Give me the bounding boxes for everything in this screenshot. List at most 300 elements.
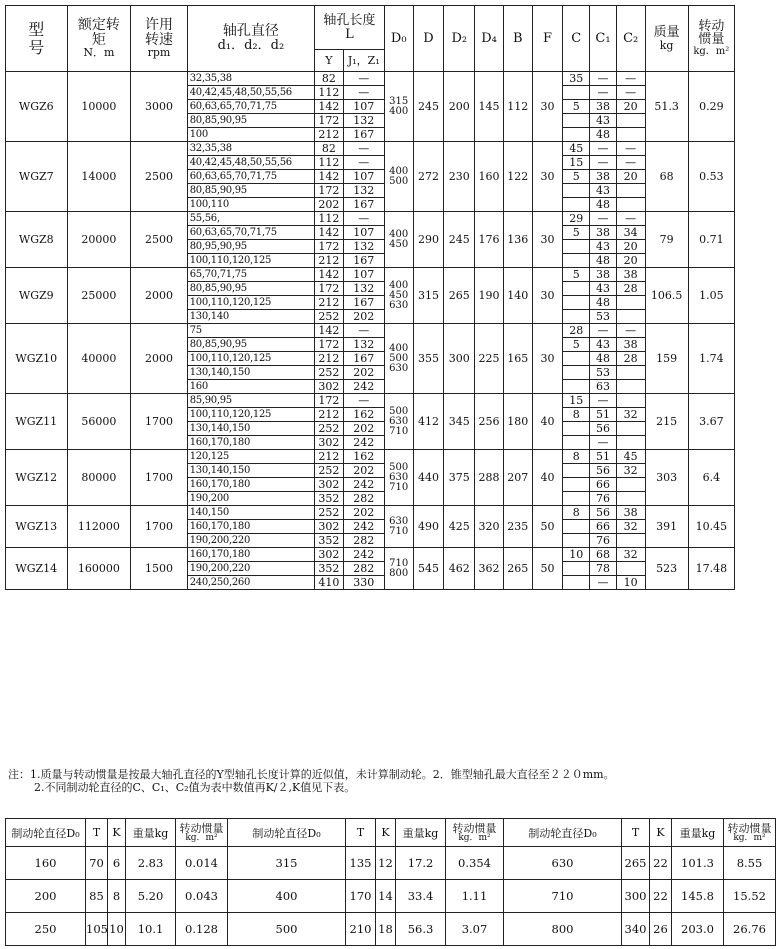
- c1-cell: 43: [590, 240, 617, 254]
- header-bore-label: 轴孔直径: [222, 23, 279, 40]
- length-j-cell: 202: [343, 506, 384, 520]
- c-cell: [563, 380, 590, 394]
- bore-cell: 80,85,90,95: [187, 184, 314, 198]
- brake-cell: 210: [346, 913, 376, 946]
- c2-cell: 45: [616, 450, 645, 464]
- c-cell: [563, 352, 590, 366]
- length-y-cell: 172: [315, 114, 344, 128]
- length-y-cell: 112: [315, 86, 344, 100]
- brake-wheel-table: [5, 818, 776, 946]
- c-cell: 8: [563, 408, 590, 422]
- brake-cell: 500: [228, 913, 346, 946]
- brake-header-label: 转动惯量: [727, 821, 772, 835]
- header-mass: [645, 6, 688, 72]
- model-cell: WGZ8: [6, 212, 68, 268]
- c-cell: [563, 86, 590, 100]
- c2-cell: [616, 380, 645, 394]
- bore-cell: 80,85,90,95: [187, 114, 314, 128]
- brake-cell: 14: [376, 880, 396, 913]
- c2-cell: —: [616, 72, 645, 86]
- c-cell: [563, 422, 590, 436]
- length-y-cell: 212: [315, 352, 344, 366]
- c2-cell: [616, 394, 645, 408]
- length-y-cell: 82: [315, 142, 344, 156]
- d0-value: 400: [389, 165, 409, 177]
- bore-cell: 55,56,: [187, 212, 314, 226]
- length-y-cell: 302: [315, 436, 344, 450]
- length-y-cell: 352: [315, 562, 344, 576]
- c2-cell: 32: [616, 548, 645, 562]
- length-j-cell: —: [343, 394, 384, 408]
- header-model: 型号: [6, 6, 68, 72]
- bore-cell: 32,35,38: [187, 142, 314, 156]
- c-cell: 5: [563, 100, 590, 114]
- header-speed: [131, 6, 187, 72]
- c-cell: [563, 240, 590, 254]
- bore-cell: 190,200,220: [187, 562, 314, 576]
- speed-cell: 2000: [131, 324, 187, 394]
- header-j: J₁，Z₁: [343, 50, 384, 72]
- c1-cell: 78: [590, 562, 617, 576]
- f-cell: 30: [532, 268, 563, 324]
- bore-cell: 130,140,150: [187, 366, 314, 380]
- inertia-cell: 3.67: [688, 394, 734, 450]
- brake-cell: 101.3: [672, 847, 724, 880]
- brake-cell: 17.2: [396, 847, 446, 880]
- brake-header-unit: kg．m²: [733, 832, 766, 843]
- length-j-cell: 162: [343, 450, 384, 464]
- speed-cell: 1500: [131, 548, 187, 590]
- length-y-cell: 142: [315, 170, 344, 184]
- header-d: D: [413, 6, 444, 72]
- d4-cell: 320: [475, 506, 504, 548]
- length-y-cell: 112: [315, 212, 344, 226]
- c-cell: [563, 534, 590, 548]
- torque-cell: 25000: [67, 268, 131, 324]
- header-y: Y: [315, 50, 344, 72]
- c-cell: 5: [563, 268, 590, 282]
- c2-cell: [616, 436, 645, 450]
- bore-cell: 40,42,45,48,50,55,56: [187, 156, 314, 170]
- length-y-cell: 212: [315, 254, 344, 268]
- bore-cell: 190,200: [187, 492, 314, 506]
- length-j-cell: 202: [343, 422, 384, 436]
- d0-value: 400: [389, 279, 409, 291]
- header-c: C: [563, 6, 590, 72]
- speed-cell: 1700: [131, 394, 187, 450]
- c-cell: [563, 310, 590, 324]
- bore-cell: 240,250,260: [187, 576, 314, 590]
- c2-cell: [616, 478, 645, 492]
- length-j-cell: 132: [343, 282, 384, 296]
- c1-cell: 48: [590, 254, 617, 268]
- c1-cell: 48: [590, 352, 617, 366]
- c-cell: 45: [563, 142, 590, 156]
- c1-cell: 48: [590, 128, 617, 142]
- table-row: [6, 548, 735, 562]
- length-y-cell: 212: [315, 128, 344, 142]
- header-d0: D₀: [384, 6, 413, 72]
- length-j-cell: 167: [343, 352, 384, 366]
- model-cell: WGZ12: [6, 450, 68, 506]
- brake-cell: 203.0: [672, 913, 724, 946]
- brake-header-cell: 制动轮直径D₀: [228, 819, 346, 847]
- brake-cell: 18: [376, 913, 396, 946]
- c1-cell: 48: [590, 198, 617, 212]
- brake-cell: 15.52: [724, 880, 776, 913]
- c1-cell: 56: [590, 422, 617, 436]
- model-cell: WGZ9: [6, 268, 68, 324]
- c2-cell: 32: [616, 408, 645, 422]
- c-cell: 5: [563, 226, 590, 240]
- d0-value: 630: [389, 299, 409, 311]
- d2-cell: 462: [444, 548, 475, 590]
- brake-cell: 315: [228, 847, 346, 880]
- d2-cell: 425: [444, 506, 475, 548]
- brake-header-unit: kg．m²: [458, 832, 491, 843]
- c1-cell: 68: [590, 548, 617, 562]
- c-cell: [563, 366, 590, 380]
- length-j-cell: 167: [343, 128, 384, 142]
- b-cell: 180: [503, 394, 532, 450]
- brake-header-cell: [724, 819, 776, 847]
- brake-cell: 8.55: [724, 847, 776, 880]
- c1-cell: 38: [590, 170, 617, 184]
- header-length-label: 轴孔长度: [323, 12, 376, 28]
- torque-cell: 56000: [67, 394, 131, 450]
- d0-cell: [384, 142, 413, 212]
- c1-cell: 38: [590, 226, 617, 240]
- d4-cell: 225: [475, 324, 504, 394]
- brake-cell: 3.07: [446, 913, 504, 946]
- header-length-sub: L: [345, 26, 354, 42]
- d0-value: 630: [389, 515, 409, 527]
- brake-cell: 12: [376, 847, 396, 880]
- brake-header-cell: [176, 819, 228, 847]
- length-j-cell: 132: [343, 240, 384, 254]
- length-j-cell: —: [343, 142, 384, 156]
- footnotes: [8, 768, 736, 794]
- speed-cell: 1700: [131, 450, 187, 506]
- c1-cell: 53: [590, 310, 617, 324]
- speed-cell: 1700: [131, 506, 187, 548]
- length-j-cell: 107: [343, 226, 384, 240]
- length-j-cell: —: [343, 212, 384, 226]
- brake-header-label: 转动惯量: [179, 821, 224, 835]
- length-j-cell: 107: [343, 170, 384, 184]
- brake-cell: 0.128: [176, 913, 228, 946]
- model-cell: WGZ13: [6, 506, 68, 548]
- brake-cell: 0.043: [176, 880, 228, 913]
- c2-cell: 38: [616, 268, 645, 282]
- d2-cell: 245: [444, 212, 475, 268]
- brake-header-cell: K: [108, 819, 126, 847]
- bore-cell: 80,95,90,95: [187, 240, 314, 254]
- c2-cell: 28: [616, 282, 645, 296]
- bore-cell: 60,63,65,70,71,75: [187, 170, 314, 184]
- brake-cell: 1.11: [446, 880, 504, 913]
- d0-value: 500: [389, 352, 409, 364]
- d0-value: 450: [389, 238, 409, 250]
- brake-cell: 0.354: [446, 847, 504, 880]
- b-cell: 140: [503, 268, 532, 324]
- brake-cell: 145.8: [672, 880, 724, 913]
- b-cell: 235: [503, 506, 532, 548]
- d-cell: 245: [413, 72, 444, 142]
- header-torque-unit: N．m: [83, 46, 115, 60]
- length-j-cell: 167: [343, 198, 384, 212]
- length-y-cell: 142: [315, 268, 344, 282]
- mass-cell: 159: [645, 324, 688, 394]
- c-cell: [563, 562, 590, 576]
- f-cell: 30: [532, 324, 563, 394]
- c1-cell: 66: [590, 520, 617, 534]
- header-d4: D₄: [475, 6, 504, 72]
- c1-cell: 38: [590, 100, 617, 114]
- brake-cell: 250: [6, 913, 86, 946]
- brake-cell: 8: [108, 880, 126, 913]
- c2-cell: —: [616, 86, 645, 100]
- length-j-cell: 202: [343, 464, 384, 478]
- f-cell: 30: [532, 72, 563, 142]
- length-j-cell: 282: [343, 492, 384, 506]
- b-cell: 112: [503, 72, 532, 142]
- model-cell: WGZ10: [6, 324, 68, 394]
- torque-cell: 14000: [67, 142, 131, 212]
- c2-cell: [616, 492, 645, 506]
- model-cell: WGZ7: [6, 142, 68, 212]
- length-y-cell: 302: [315, 548, 344, 562]
- inertia-cell: 1.05: [688, 268, 734, 324]
- header-length: [315, 6, 385, 50]
- length-y-cell: 142: [315, 100, 344, 114]
- d0-value: 500: [389, 175, 409, 187]
- length-j-cell: 167: [343, 296, 384, 310]
- brake-cell: 170: [346, 880, 376, 913]
- length-j-cell: 242: [343, 436, 384, 450]
- length-j-cell: 330: [343, 576, 384, 590]
- table-row: [6, 268, 735, 282]
- length-y-cell: 302: [315, 478, 344, 492]
- length-y-cell: 202: [315, 198, 344, 212]
- brake-cell: 300: [622, 880, 650, 913]
- c-cell: [563, 520, 590, 534]
- bore-cell: 130,140: [187, 310, 314, 324]
- c1-cell: —: [590, 156, 617, 170]
- d2-cell: 300: [444, 324, 475, 394]
- c2-cell: [616, 296, 645, 310]
- header-f: F: [532, 6, 563, 72]
- length-y-cell: 172: [315, 394, 344, 408]
- c-cell: [563, 184, 590, 198]
- d4-cell: 288: [475, 450, 504, 506]
- note-line-1: 注：1.质量与转动惯量是按最大轴孔直径的Y型轴孔长度计算的近似值，未计算制动轮。2．锥型轴孔最大直径至２２０mm。: [8, 768, 615, 781]
- table-row: [6, 324, 735, 338]
- d0-value: 630: [389, 415, 409, 427]
- d0-cell: [384, 212, 413, 268]
- d0-cell: [384, 548, 413, 590]
- c2-cell: [616, 534, 645, 548]
- length-y-cell: 302: [315, 380, 344, 394]
- table-row: [6, 212, 735, 226]
- c2-cell: 34: [616, 226, 645, 240]
- c1-cell: —: [590, 142, 617, 156]
- c-cell: [563, 282, 590, 296]
- inertia-cell: 1.74: [688, 324, 734, 394]
- bore-cell: 100: [187, 128, 314, 142]
- header-bore-sub: d₁．d₂．d₂: [217, 38, 285, 54]
- c2-cell: 28: [616, 352, 645, 366]
- brake-header-cell: 制动轮直径D₀: [6, 819, 86, 847]
- d-cell: 290: [413, 212, 444, 268]
- f-cell: 30: [532, 142, 563, 212]
- brake-cell: 33.4: [396, 880, 446, 913]
- header-speed-label: 许用转速: [144, 17, 173, 48]
- c-cell: [563, 464, 590, 478]
- d0-cell: [384, 394, 413, 450]
- f-cell: 50: [532, 548, 563, 590]
- speed-cell: 2500: [131, 212, 187, 268]
- brake-cell: 10.1: [126, 913, 176, 946]
- d0-value: 400: [389, 105, 409, 117]
- bore-cell: 60,63,65,70,71,75: [187, 100, 314, 114]
- d0-value: 450: [389, 289, 409, 301]
- brake-row: [6, 880, 776, 913]
- length-y-cell: 212: [315, 408, 344, 422]
- length-j-cell: 167: [343, 254, 384, 268]
- bore-cell: 100,110,120,125: [187, 408, 314, 422]
- d0-value: 710: [389, 525, 409, 537]
- bore-cell: 140,150: [187, 506, 314, 520]
- c2-cell: 32: [616, 464, 645, 478]
- brake-cell: 200: [6, 880, 86, 913]
- length-y-cell: 82: [315, 72, 344, 86]
- c2-cell: 20: [616, 100, 645, 114]
- bore-cell: 60,63,65,70,71,75: [187, 226, 314, 240]
- c2-cell: 20: [616, 254, 645, 268]
- d0-value: 710: [389, 557, 409, 569]
- mass-cell: 106.5: [645, 268, 688, 324]
- length-j-cell: —: [343, 324, 384, 338]
- c2-cell: [616, 128, 645, 142]
- brake-cell: 70: [86, 847, 108, 880]
- speed-cell: 2000: [131, 268, 187, 324]
- length-y-cell: 142: [315, 324, 344, 338]
- c-cell: [563, 114, 590, 128]
- bore-cell: 120,125: [187, 450, 314, 464]
- length-j-cell: 132: [343, 338, 384, 352]
- bore-cell: 160: [187, 380, 314, 394]
- d0-cell: [384, 72, 413, 142]
- c2-cell: 20: [616, 170, 645, 184]
- c-cell: 8: [563, 450, 590, 464]
- c-cell: [563, 254, 590, 268]
- d4-cell: 256: [475, 394, 504, 450]
- bore-cell: 160,170,180: [187, 478, 314, 492]
- f-cell: 40: [532, 394, 563, 450]
- length-y-cell: 172: [315, 184, 344, 198]
- c1-cell: 43: [590, 282, 617, 296]
- c2-cell: —: [616, 156, 645, 170]
- speed-cell: 3000: [131, 72, 187, 142]
- b-cell: 207: [503, 450, 532, 506]
- c2-cell: 38: [616, 506, 645, 520]
- length-j-cell: 242: [343, 380, 384, 394]
- brake-header-cell: T: [622, 819, 650, 847]
- header-bore: [187, 6, 314, 72]
- mass-cell: 68: [645, 142, 688, 212]
- length-y-cell: 410: [315, 576, 344, 590]
- length-y-cell: 252: [315, 366, 344, 380]
- c2-cell: [616, 562, 645, 576]
- table-row: [6, 72, 735, 86]
- c-cell: [563, 478, 590, 492]
- brake-cell: 85: [86, 880, 108, 913]
- c2-cell: —: [616, 212, 645, 226]
- brake-header-cell: 重量kg: [126, 819, 176, 847]
- d0-value: 800: [389, 567, 409, 579]
- length-j-cell: 242: [343, 520, 384, 534]
- length-j-cell: 107: [343, 268, 384, 282]
- bore-cell: 75: [187, 324, 314, 338]
- c1-cell: 56: [590, 506, 617, 520]
- c1-cell: 43: [590, 114, 617, 128]
- brake-cell: 400: [228, 880, 346, 913]
- brake-cell: 10: [108, 913, 126, 946]
- inertia-cell: 0.53: [688, 142, 734, 212]
- d-cell: 545: [413, 548, 444, 590]
- c-cell: 5: [563, 170, 590, 184]
- d0-value: 500: [389, 405, 409, 417]
- brake-cell: 22: [650, 880, 672, 913]
- bore-cell: 100,110: [187, 198, 314, 212]
- brake-cell: 56.3: [396, 913, 446, 946]
- coupling-spec-table: [5, 5, 735, 590]
- d4-cell: 362: [475, 548, 504, 590]
- length-y-cell: 142: [315, 226, 344, 240]
- bore-cell: 80,85,90,95: [187, 282, 314, 296]
- brake-row: [6, 847, 776, 880]
- brake-header-unit: kg．m²: [185, 832, 218, 843]
- brake-cell: 22: [650, 847, 672, 880]
- brake-cell: 6: [108, 847, 126, 880]
- bore-cell: 130,140,150: [187, 422, 314, 436]
- inertia-cell: 17.48: [688, 548, 734, 590]
- c2-cell: 38: [616, 338, 645, 352]
- bore-cell: 80,85,90,95: [187, 338, 314, 352]
- d2-cell: 265: [444, 268, 475, 324]
- length-y-cell: 212: [315, 296, 344, 310]
- c-cell: [563, 436, 590, 450]
- c1-cell: 38: [590, 268, 617, 282]
- c1-cell: 66: [590, 478, 617, 492]
- c1-cell: —: [590, 212, 617, 226]
- model-cell: WGZ6: [6, 72, 68, 142]
- bore-cell: 100,110,120,125: [187, 296, 314, 310]
- length-y-cell: 352: [315, 534, 344, 548]
- brake-header-cell: T: [86, 819, 108, 847]
- brake-header-row: [6, 819, 776, 847]
- c1-cell: —: [590, 576, 617, 590]
- inertia-cell: 0.71: [688, 212, 734, 268]
- torque-cell: 80000: [67, 450, 131, 506]
- d0-cell: [384, 450, 413, 506]
- d0-value: 315: [389, 95, 409, 107]
- d0-cell: [384, 268, 413, 324]
- d0-cell: [384, 506, 413, 548]
- bore-cell: 65,70,71,75: [187, 268, 314, 282]
- brake-header-cell: K: [376, 819, 396, 847]
